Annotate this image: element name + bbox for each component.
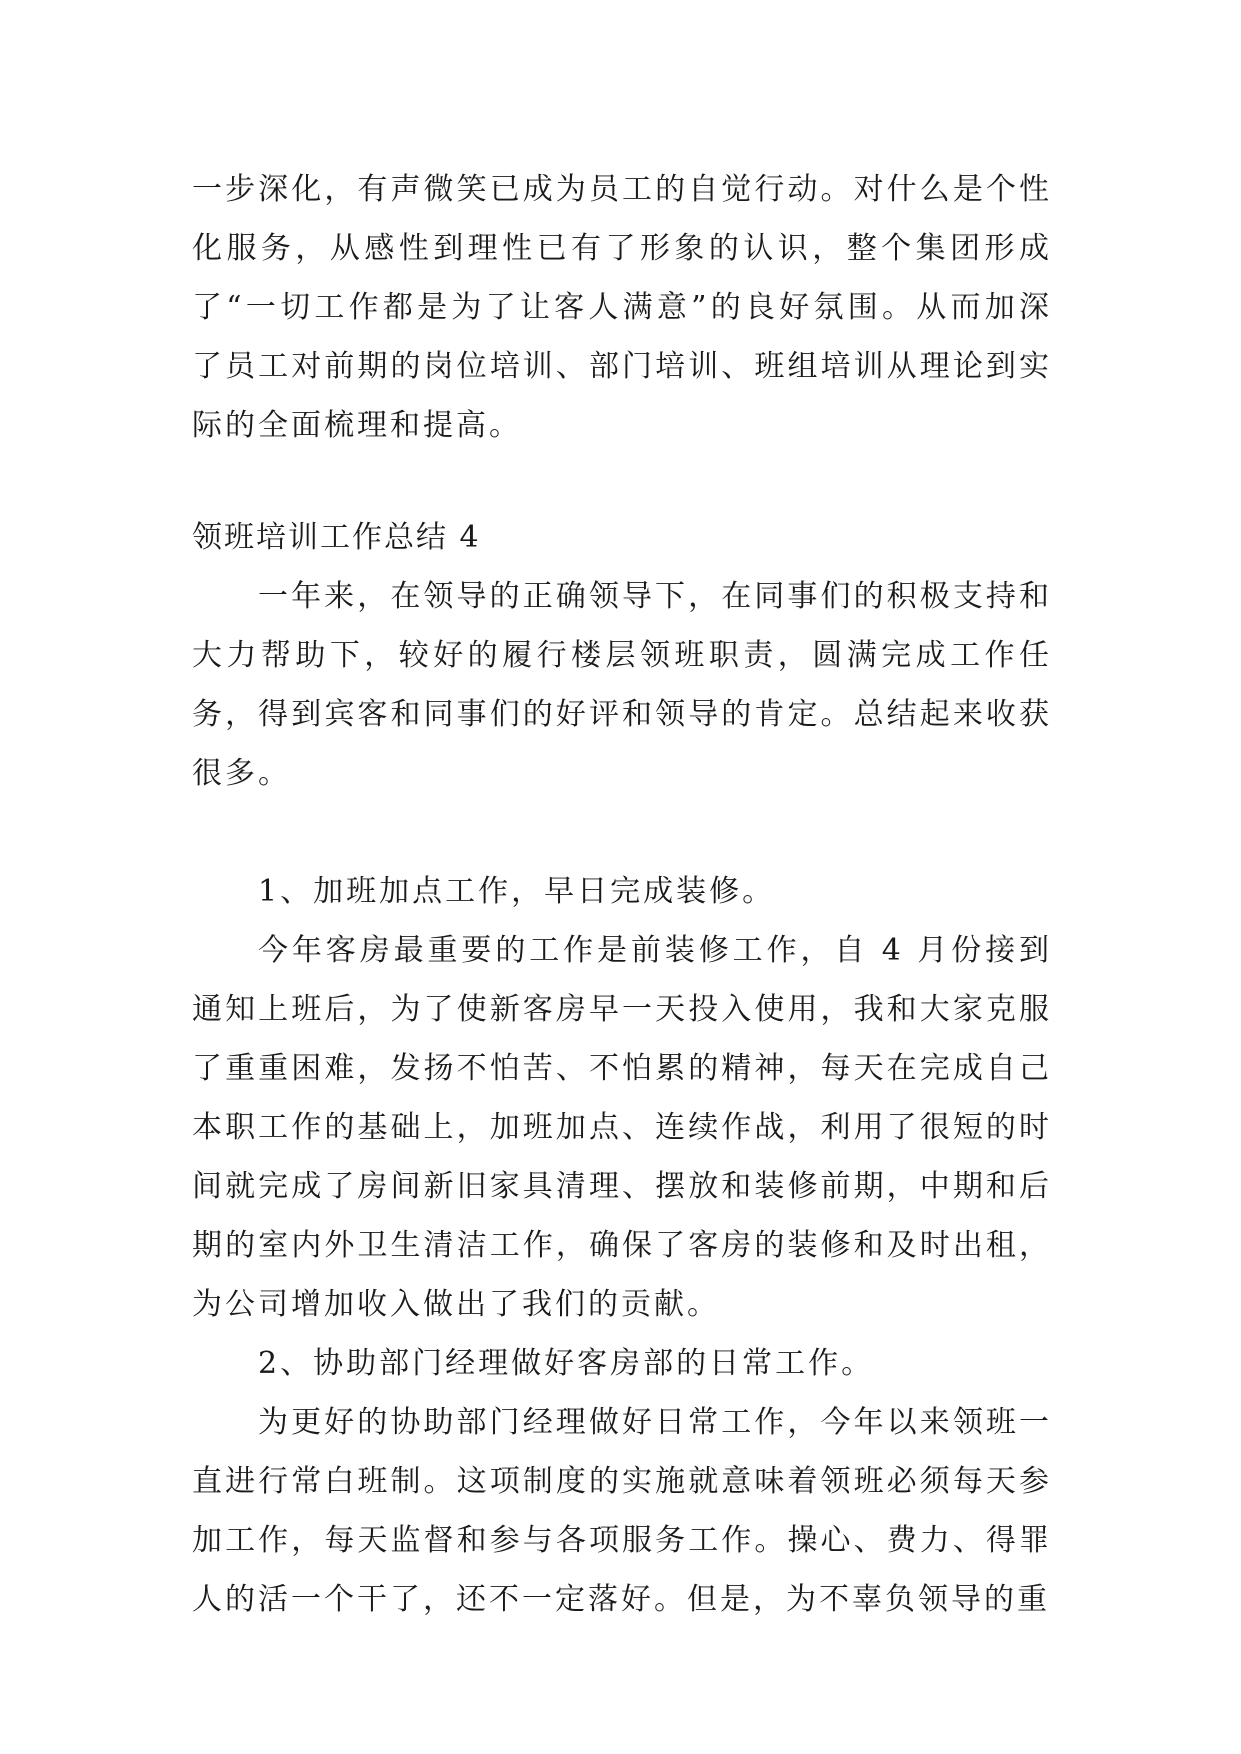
- paragraph-renovation: 今年客房最重要的工作是前装修工作，自 4 月份接到通知上班后，为了使新客房早一天投入使用，我和大家克服了重重困难，发扬不怕苦、不怕累的精神，每天在完成自己本职工作的基础上，加班加点、连续作战，利用了很短的时间就完成了房间新旧家具清理、摆放和装修前期，中期和后期的室内外卫生清洁工作，确保了客房的装修和及时出租，为公司增加收入做出了我们的贡献。: [192, 933, 1052, 1322]
- section-title: 领班培训工作总结 4: [192, 520, 481, 555]
- document-body: [192, 160, 1052, 1629]
- paragraph-daily-work: 为更好的协助部门经理做好日常工作，今年以来领班一直进行常白班制。这项制度的实施就意味着领班必须每天参加工作，每天监督和参与各项服务工作。操心、费力、得罪人的活一个干了，还不一定落好。但是，为不辜负领导的重: [192, 1405, 1052, 1617]
- paragraph-intro: 一年来，在领导的正确领导下，在同事们的积极支持和大力帮助下，较好的履行楼层领班职责，圆满完成工作任务，得到宾客和同事们的好评和领导的肯定。总结起来收获很多。: [192, 579, 1052, 791]
- subheading-2: 2、协助部门经理做好客房部的日常工作。: [258, 1346, 875, 1381]
- subheading-1: 1、加班加点工作，早日完成装修。: [258, 874, 776, 909]
- paragraph-continuation: 一步深化，有声微笑已成为员工的自觉行动。对什么是个性化服务，从感性到理性已有了形象的认识，整个集团形成了“一切工作都是为了让客人满意”的良好氛围。从而加深了员工对前期的岗位培训、部门培训、班组培训从理论到实际的全面梳理和提高。: [192, 172, 1052, 443]
